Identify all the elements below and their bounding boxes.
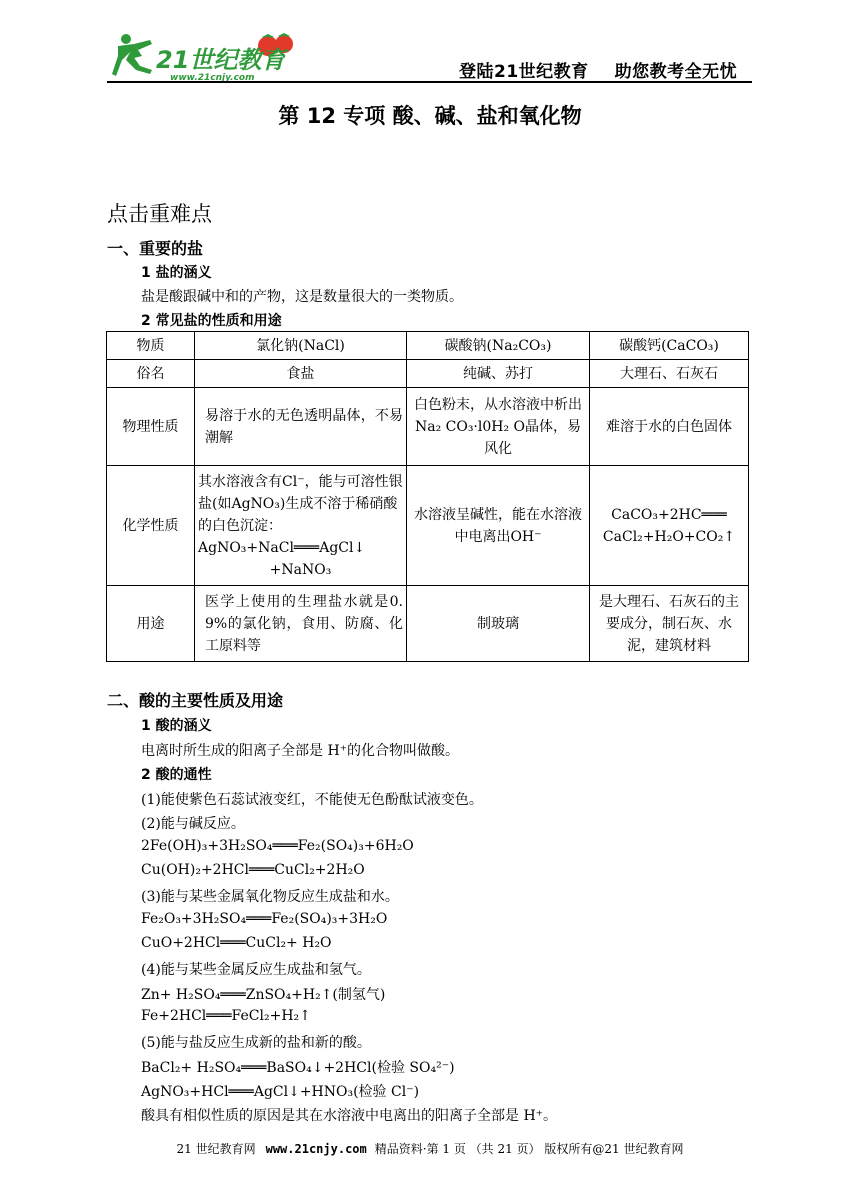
equation-line: +NaNO₃	[269, 561, 332, 578]
part2-heading: 二、酸的主要性质及用途	[107, 691, 284, 710]
table-cell: 纯碱、苏打	[407, 360, 590, 388]
header-divider	[107, 81, 752, 83]
row-label: 物理性质	[107, 388, 195, 466]
equation-line: Cu(OH)₂+2HCl═══CuCl₂+2H₂O	[141, 862, 365, 878]
part2-sub2-heading: 2 酸的通性	[141, 767, 212, 783]
slogan-right: 助您教考全无忧	[614, 62, 738, 82]
cell-text: 其水溶液含有Cl⁻，能与可溶性银盐(如AgNO₃)生成不溶于稀硝酸的白色沉淀：	[198, 473, 403, 534]
equation-line: Fe₂O₃+3H₂SO₄═══Fe₂(SO₄)₃+3H₂O	[141, 911, 388, 927]
table-cell: 易溶于水的无色透明晶体，不易潮解	[195, 388, 407, 466]
acid-property-line: 酸具有相似性质的原因是其在水溶液中电离出的阳离子全部是 H⁺。	[141, 1108, 558, 1124]
equation-line: AgNO₃+NaCl═══AgCl↓	[198, 539, 366, 556]
equation-line: AgNO₃+HCl═══AgCl↓+HNO₃(检验 Cl⁻)	[141, 1084, 420, 1100]
footer-url[interactable]: www.21cnjy.com	[265, 1142, 367, 1156]
table-row	[107, 586, 749, 662]
site-logo	[112, 30, 302, 84]
table-cell: 制玻璃	[407, 586, 590, 662]
runner-icon	[112, 34, 152, 76]
part1-sub2-heading: 2 常见盐的性质和用途	[141, 313, 282, 329]
page-footer	[0, 1140, 860, 1157]
table-row	[107, 360, 749, 388]
equation-line: Fe+2HCl═══FeCl₂+H₂↑	[141, 1008, 311, 1024]
table-cell	[590, 466, 749, 586]
section-heading: 点击重难点	[107, 202, 212, 226]
acid-property-line: (3)能与某些金属氧化物反应生成盐和水。	[141, 889, 399, 905]
equation-line: CuO+2HCl═══CuCl₂+ H₂O	[141, 935, 332, 951]
logo-text: 21世纪教育	[156, 46, 286, 74]
footer-right: 精品资料·第 1 页 （共 21 页） 版权所有@21 世纪教育网	[374, 1142, 684, 1156]
part2-sub1-text: 电离时所生成的阳离子全部是 H⁺的化合物叫做酸。	[141, 743, 460, 759]
row-label: 化学性质	[107, 466, 195, 586]
salt-properties-table	[106, 331, 749, 662]
acid-property-line: (5)能与盐反应生成新的盐和新的酸。	[141, 1035, 371, 1051]
acid-property-line: (2)能与碱反应。	[141, 816, 245, 832]
row-label: 俗名	[107, 360, 195, 388]
table-cell: 水溶液呈碱性，能在水溶液中电离出OH⁻	[407, 466, 590, 586]
equation-line: Zn+ H₂SO₄═══ZnSO₄+H₂↑(制氢气)	[141, 987, 386, 1003]
table-cell	[195, 466, 407, 586]
part2-sub1-heading: 1 酸的涵义	[141, 718, 212, 734]
row-label: 用途	[107, 586, 195, 662]
table-header-cell: 物质	[107, 332, 195, 360]
equation-line: 2Fe(OH)₃+3H₂SO₄═══Fe₂(SO₄)₃+6H₂O	[141, 838, 414, 854]
table-row	[107, 388, 749, 466]
table-cell: 是大理石、石灰石的主要成分，制石灰、水泥，建筑材料	[590, 586, 749, 662]
part1-sub1-heading: 1 盐的涵义	[141, 265, 212, 281]
table-header-row	[107, 332, 749, 360]
header-slogan	[459, 57, 737, 82]
table-cell: 白色粉末，从水溶液中析出Na₂ CO₃·l0H₂ O晶体，易风化	[407, 388, 590, 466]
equation-line: CaCO₃+2HC═══	[611, 506, 727, 523]
footer-left: 21 世纪教育网	[176, 1142, 256, 1156]
table-header-cell: 碳酸钠(Na₂CO₃)	[407, 332, 590, 360]
table-header-cell: 氯化钠(NaCl)	[195, 332, 407, 360]
part1-heading: 一、重要的盐	[107, 239, 204, 258]
equation-line: BaCl₂+ H₂SO₄═══BaSO₄↓+2HCl(检验 SO₄²⁻)	[141, 1060, 455, 1076]
logo-url: www.21cnjy.com	[170, 73, 255, 83]
table-header-cell: 碳酸钙(CaCO₃)	[590, 332, 749, 360]
document-title: 第 12 专项 酸、碱、盐和氧化物	[278, 104, 582, 128]
part1-sub1-text: 盐是酸跟碱中和的产物，这是数量很大的一类物质。	[141, 289, 463, 305]
table-row	[107, 466, 749, 586]
acid-property-line: (1)能使紫色石蕊试液变红，不能使无色酚酞试液变色。	[141, 792, 483, 808]
slogan-left: 登陆21世纪教育	[459, 62, 589, 82]
equation-line: CaCl₂+H₂O+CO₂↑	[602, 528, 736, 545]
acid-property-line: (4)能与某些金属反应生成盐和氢气。	[141, 962, 371, 978]
table-cell: 大理石、石灰石	[590, 360, 749, 388]
table-cell: 食盐	[195, 360, 407, 388]
table-cell: 难溶于水的白色固体	[590, 388, 749, 466]
table-cell: 医学上使用的生理盐水就是0. 9%的氯化钠，食用、防腐、化工原料等	[195, 586, 407, 662]
